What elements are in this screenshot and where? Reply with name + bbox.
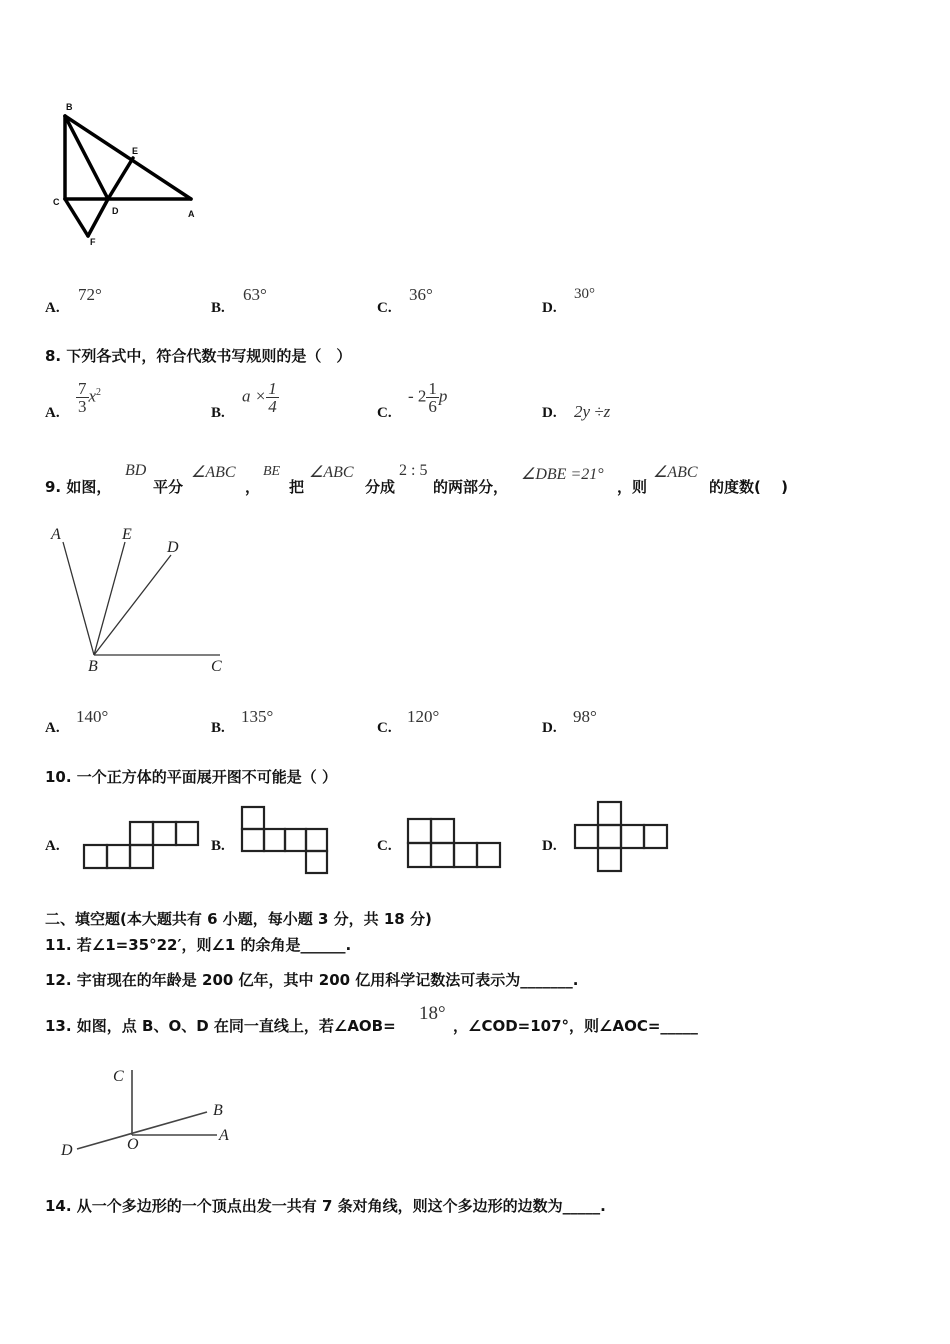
point-label-d: D xyxy=(167,539,179,556)
q13-stem-part: 13. 如图，点 B、O、D 在同一直线上，若∠AOB= xyxy=(45,1017,396,1035)
q10-option-b-label[interactable]: B. xyxy=(211,838,225,854)
point-label-f: F xyxy=(90,237,96,247)
q9-stem-part: 把 xyxy=(289,478,305,496)
q9-option-a-value: 140° xyxy=(76,707,109,726)
point-label-a: A xyxy=(219,1127,229,1144)
q9-math-angle-abc: ∠ABC xyxy=(653,464,698,481)
fraction-denominator: 3 xyxy=(78,397,87,416)
expression-prefix: - 2 xyxy=(408,386,427,406)
q9-math-angle-abc: ∠ABC xyxy=(191,464,236,481)
q9-option-c-value: 120° xyxy=(407,707,440,726)
q7-option-a-label[interactable]: A. xyxy=(45,300,60,316)
q7-option-a-value: 72° xyxy=(78,285,102,304)
q13-line-figure xyxy=(55,1062,240,1162)
point-label-e: E xyxy=(132,146,139,156)
q9-option-d-value: 98° xyxy=(573,707,597,726)
q9-option-b-label[interactable]: B. xyxy=(211,720,225,736)
q9-stem-part: ， xyxy=(245,478,261,496)
q13-stem xyxy=(45,1003,745,1039)
q9-stem-part: 分成 xyxy=(365,478,396,496)
point-label-c: C xyxy=(211,658,222,675)
q8-option-b-expr xyxy=(242,380,279,415)
q9-option-a-label[interactable]: A. xyxy=(45,720,60,736)
q7-option-c-value: 36° xyxy=(409,285,433,304)
q13-angle-value: 18° xyxy=(419,1003,446,1024)
point-label-e: E xyxy=(122,526,132,543)
q14-stem: 14. 从一个多边形的一个顶点出发一共有 7 条对角线，则这个多边形的边数为_____. xyxy=(45,1197,606,1215)
q8-option-c-label[interactable]: C. xyxy=(377,405,392,421)
q9-math-angle-dbe: ∠DBE =21° xyxy=(521,466,604,483)
q10-option-d-label[interactable]: D. xyxy=(542,838,557,854)
q9-stem-part: 的两部分， xyxy=(433,478,509,496)
point-label-b: B xyxy=(213,1102,223,1119)
q7-option-b-value: 63° xyxy=(243,285,267,304)
point-label-c: C xyxy=(53,197,60,207)
q9-option-d-label[interactable]: D. xyxy=(542,720,557,736)
q9-stem-part: ，则 xyxy=(617,478,648,496)
q9-math-be: BE xyxy=(263,464,281,479)
expression-prefix: a × xyxy=(242,386,267,406)
fraction-numerator: 1 xyxy=(268,379,277,398)
q9-angle-figure xyxy=(45,522,235,677)
fraction-denominator: 4 xyxy=(268,397,277,416)
cube-net-c xyxy=(406,817,506,871)
point-label-b: B xyxy=(88,658,98,675)
q10-option-a-label[interactable]: A. xyxy=(45,838,60,854)
q8-option-c-expr xyxy=(408,380,447,415)
point-label-o: O xyxy=(127,1136,139,1153)
exponent: 2 xyxy=(96,386,102,398)
q9-math-ratio: 2 : 5 xyxy=(399,462,428,479)
q7-option-d-value: 30° xyxy=(574,286,595,302)
q10-stem: 10. 一个正方体的平面展开图不可能是（ ） xyxy=(45,768,338,786)
fraction-denominator: 6 xyxy=(428,397,437,416)
q9-stem-part: 平分 xyxy=(153,478,184,496)
q11-stem: 11. 若∠1=35°22′，则∠1 的余角是______. xyxy=(45,936,352,954)
point-label-d: D xyxy=(112,206,119,216)
section-2-title: 二、填空题(本大题共有 6 小题，每小题 3 分，共 18 分) xyxy=(45,910,432,928)
cube-net-b xyxy=(240,805,332,875)
q7-triangle-figure xyxy=(48,100,208,250)
variable: x xyxy=(88,386,97,406)
fraction-numerator: 1 xyxy=(428,379,437,398)
q12-stem: 12. 宇宙现在的年龄是 200 亿年，其中 200 亿用科学记数法可表示为_______. xyxy=(45,971,579,989)
cube-net-d xyxy=(573,800,671,874)
q9-math-bd: BD xyxy=(125,462,147,479)
q13-stem-part: ，∠COD=107°，则∠AOC=_____ xyxy=(453,1017,698,1035)
point-label-a: A xyxy=(51,526,61,543)
q8-option-b-label[interactable]: B. xyxy=(211,405,225,421)
fraction-numerator: 7 xyxy=(78,379,87,398)
variable: p xyxy=(438,386,448,406)
point-label-a: A xyxy=(188,209,195,219)
q8-option-d-label[interactable]: D. xyxy=(542,405,557,421)
point-label-d: D xyxy=(61,1142,73,1159)
q7-option-c-label[interactable]: C. xyxy=(377,300,392,316)
point-label-c: C xyxy=(113,1068,124,1085)
q9-option-b-value: 135° xyxy=(241,707,274,726)
q9-stem-part: 9. 如图， xyxy=(45,478,112,496)
q9-stem-part: 的度数( ) xyxy=(709,478,788,496)
q10-option-c-label[interactable]: C. xyxy=(377,838,392,854)
q8-stem: 8. 下列各式中，符合代数书写规则的是（ ） xyxy=(45,347,352,365)
q9-option-c-label[interactable]: C. xyxy=(377,720,392,736)
q9-math-angle-abc: ∠ABC xyxy=(309,464,354,481)
q7-option-d-label[interactable]: D. xyxy=(542,300,557,316)
q8-option-a-expr xyxy=(76,380,101,415)
q8-option-d-expr: 2y ÷z xyxy=(574,402,611,421)
q7-option-b-label[interactable]: B. xyxy=(211,300,225,316)
q9-stem xyxy=(45,462,845,498)
q8-option-a-label[interactable]: A. xyxy=(45,405,60,421)
point-label-b: B xyxy=(66,102,73,112)
cube-net-a xyxy=(82,820,202,872)
